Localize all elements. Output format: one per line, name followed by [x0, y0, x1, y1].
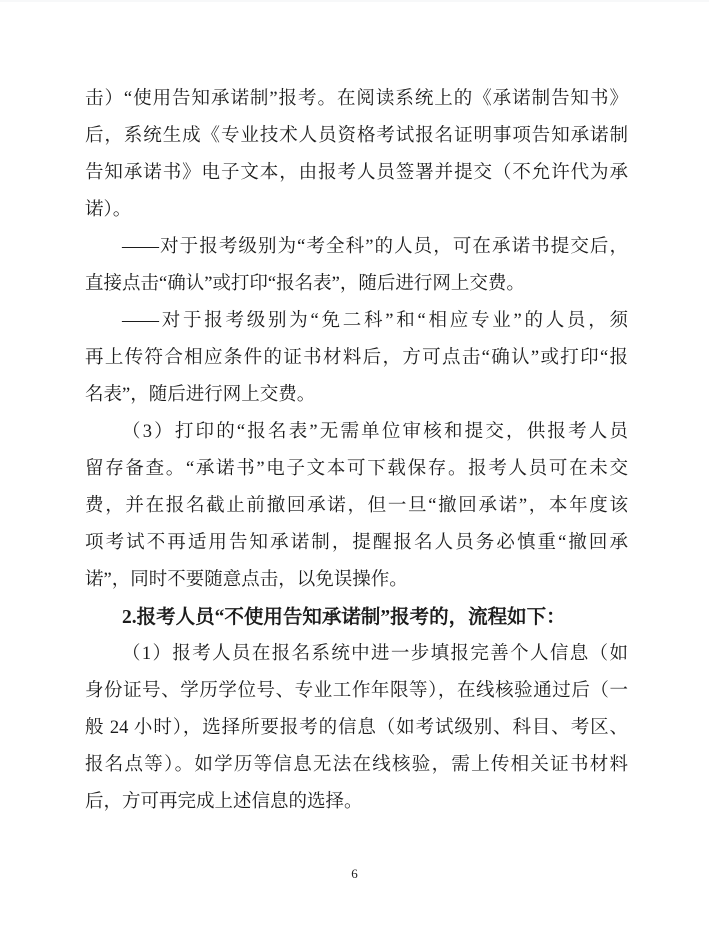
body-line: 名表”，随后进行网上交费。	[85, 385, 316, 405]
section-2-heading: 2.报考人员“不使用告知承诺制”报考的，流程如下：	[122, 607, 566, 628]
body-line: 身份证号、学历学位号、专业工作年限等），在线核验通过后（一	[85, 681, 628, 701]
body-line: 再上传符合相应条件的证书材料后，方可点击“确认”或打印“报	[85, 348, 628, 368]
body-line: 后，方可再完成上述信息的选择。	[85, 792, 363, 812]
page-number: 6	[351, 866, 358, 881]
body-line: 项考试不再适用告知承诺制，提醒报名人员务必慎重“撤回承	[85, 533, 628, 553]
body-line: ——对于报考级别为“考全科”的人员，可在承诺书提交后，	[122, 237, 628, 257]
body-line: 般 24 小时），选择所要报考的信息（如考试级别、科目、考区、	[85, 718, 628, 738]
body-line: ——对于报考级别为“免二科”和“相应专业”的人员，须	[122, 311, 628, 331]
body-line: 留存备查。“承诺书”电子文本可下载保存。报考人员可在未交	[85, 459, 628, 479]
body-line: 后，系统生成《专业技术人员资格考试报名证明事项告知承诺制	[85, 126, 628, 146]
body-line: 报名点等）。如学历等信息无法在线核验，需上传相关证书材料	[85, 755, 628, 775]
body-line: 告知承诺书》电子文本，由报考人员签署并提交（不允许代为承	[85, 163, 628, 183]
body-line: 诺）。	[85, 200, 132, 220]
body-line: （3）打印的“报名表”无需单位审核和提交，供报考人员	[122, 422, 628, 442]
body-line: 诺”，同时不要随意点击，以免误操作。	[85, 570, 408, 590]
page-top-edge	[0, 0, 709, 2]
body-line: 击）“使用告知承诺制”报考。在阅读系统上的《承诺制告知书》	[85, 89, 628, 109]
body-line: （1）报考人员在报名系统中进一步填报完善个人信息（如	[122, 644, 628, 664]
body-line: 费，并在报名截止前撤回承诺，但一旦“撤回承诺”，本年度该	[85, 496, 628, 516]
document-body	[85, 81, 628, 821]
body-line: 直接点击“确认”或打印“报名表”，随后进行网上交费。	[85, 274, 525, 294]
